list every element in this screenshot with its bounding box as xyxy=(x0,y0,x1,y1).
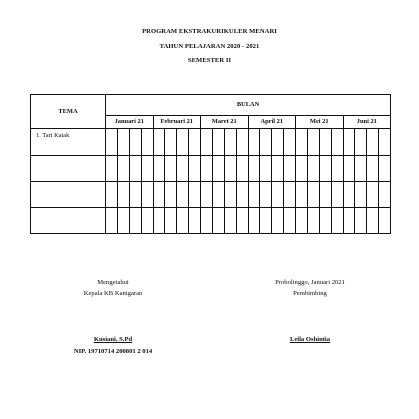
week-cell xyxy=(296,208,308,234)
table-row xyxy=(31,182,391,208)
week-cell xyxy=(141,182,153,208)
theme-cell: 1. Tari Katak xyxy=(31,129,106,156)
week-cell xyxy=(129,182,141,208)
week-cell xyxy=(343,182,355,208)
week-cell xyxy=(117,129,129,156)
week-cell xyxy=(106,208,118,234)
program-title: PROGRAM EKSTRAKURIKULER MENARI xyxy=(142,28,277,35)
week-cell xyxy=(153,156,165,182)
week-cell xyxy=(224,156,236,182)
week-cell xyxy=(343,129,355,156)
schedule-table xyxy=(30,94,391,234)
week-cell xyxy=(284,182,296,208)
week-cell xyxy=(236,156,248,182)
week-cell xyxy=(272,182,284,208)
supervisor-title: Pembimbing xyxy=(293,290,327,297)
week-cell xyxy=(165,129,177,156)
week-cell xyxy=(260,182,272,208)
week-cell xyxy=(367,208,379,234)
week-cell xyxy=(331,156,343,182)
week-cell xyxy=(355,156,367,182)
month-header-cell: Februari 21 xyxy=(153,115,201,128)
principal-name: Kusiani, S.Pd xyxy=(93,336,133,343)
week-cell xyxy=(177,182,189,208)
week-cell xyxy=(248,182,260,208)
week-cell xyxy=(117,208,129,234)
week-cell xyxy=(212,129,224,156)
week-cell xyxy=(106,182,118,208)
week-cell xyxy=(355,182,367,208)
week-cell xyxy=(367,156,379,182)
week-cell xyxy=(117,182,129,208)
week-cell xyxy=(189,182,201,208)
week-cell xyxy=(272,208,284,234)
principal-nip: NIP. 19710714 200801 2 014 xyxy=(73,348,153,355)
week-cell xyxy=(189,156,201,182)
week-cell xyxy=(284,156,296,182)
week-cell xyxy=(355,129,367,156)
semester-label: SEMESTER II xyxy=(187,57,232,64)
week-cell xyxy=(284,129,296,156)
week-cell xyxy=(177,208,189,234)
week-cell xyxy=(248,129,260,156)
table-row xyxy=(31,156,391,182)
week-cell xyxy=(319,156,331,182)
week-cell xyxy=(319,208,331,234)
week-cell xyxy=(367,182,379,208)
week-cell xyxy=(307,182,319,208)
week-cell xyxy=(153,182,165,208)
week-cell xyxy=(296,156,308,182)
theme-column-header: TEMA xyxy=(31,95,106,129)
table-row xyxy=(31,208,391,234)
week-cell xyxy=(165,182,177,208)
week-cell xyxy=(224,208,236,234)
week-cell xyxy=(367,129,379,156)
week-cell xyxy=(224,182,236,208)
week-cell xyxy=(319,129,331,156)
week-cell xyxy=(248,208,260,234)
week-cell xyxy=(343,208,355,234)
week-cell xyxy=(331,208,343,234)
week-cell xyxy=(153,129,165,156)
week-cell xyxy=(201,208,213,234)
week-cell xyxy=(307,129,319,156)
month-group-header: BULAN xyxy=(106,95,391,116)
week-cell xyxy=(117,156,129,182)
month-header-cell: April 21 xyxy=(248,115,296,128)
month-header-cell: Maret 21 xyxy=(201,115,249,128)
acknowledged-label: Mengetahui xyxy=(97,279,129,286)
week-cell xyxy=(272,156,284,182)
week-cell xyxy=(212,182,224,208)
week-cell xyxy=(272,129,284,156)
week-cell xyxy=(331,129,343,156)
week-cell xyxy=(307,208,319,234)
table-row xyxy=(31,129,391,156)
week-cell xyxy=(129,129,141,156)
month-header-cell: Juni 21 xyxy=(343,115,391,128)
week-cell xyxy=(319,182,331,208)
week-cell xyxy=(129,208,141,234)
week-cell xyxy=(201,129,213,156)
theme-cell xyxy=(31,182,106,208)
week-cell xyxy=(141,156,153,182)
place-date: Probolinggo, Januari 2021 xyxy=(275,279,345,286)
week-cell xyxy=(236,182,248,208)
week-cell xyxy=(331,182,343,208)
week-cell xyxy=(296,129,308,156)
week-cell xyxy=(165,156,177,182)
week-cell xyxy=(106,129,118,156)
week-cell xyxy=(379,208,391,234)
week-cell xyxy=(307,156,319,182)
week-cell xyxy=(260,129,272,156)
week-cell xyxy=(379,129,391,156)
week-cell xyxy=(236,129,248,156)
week-cell xyxy=(343,156,355,182)
week-cell xyxy=(106,156,118,182)
week-cell xyxy=(296,182,308,208)
week-cell xyxy=(165,208,177,234)
week-cell xyxy=(189,129,201,156)
week-cell xyxy=(201,156,213,182)
week-cell xyxy=(248,156,260,182)
week-cell xyxy=(212,156,224,182)
week-cell xyxy=(201,182,213,208)
week-cell xyxy=(236,208,248,234)
week-cell xyxy=(177,156,189,182)
week-cell xyxy=(141,129,153,156)
week-cell xyxy=(212,208,224,234)
theme-cell xyxy=(31,208,106,234)
week-cell xyxy=(177,129,189,156)
week-cell xyxy=(379,156,391,182)
table-header-row xyxy=(31,95,391,116)
week-cell xyxy=(379,182,391,208)
week-cell xyxy=(260,208,272,234)
week-cell xyxy=(153,208,165,234)
month-header-cell: Mei 21 xyxy=(296,115,344,128)
theme-cell xyxy=(31,156,106,182)
principal-title: Kepala KB Kanigaran xyxy=(83,290,143,297)
supervisor-name: Leila Oshintia xyxy=(289,336,331,343)
week-cell xyxy=(224,129,236,156)
academic-year: TAHUN PELAJARAN 2020 - 2021 xyxy=(159,43,260,50)
week-cell xyxy=(260,156,272,182)
week-cell xyxy=(355,208,367,234)
month-header-cell: Januari 21 xyxy=(106,115,154,128)
week-cell xyxy=(141,208,153,234)
week-cell xyxy=(129,156,141,182)
week-cell xyxy=(189,208,201,234)
week-cell xyxy=(284,208,296,234)
